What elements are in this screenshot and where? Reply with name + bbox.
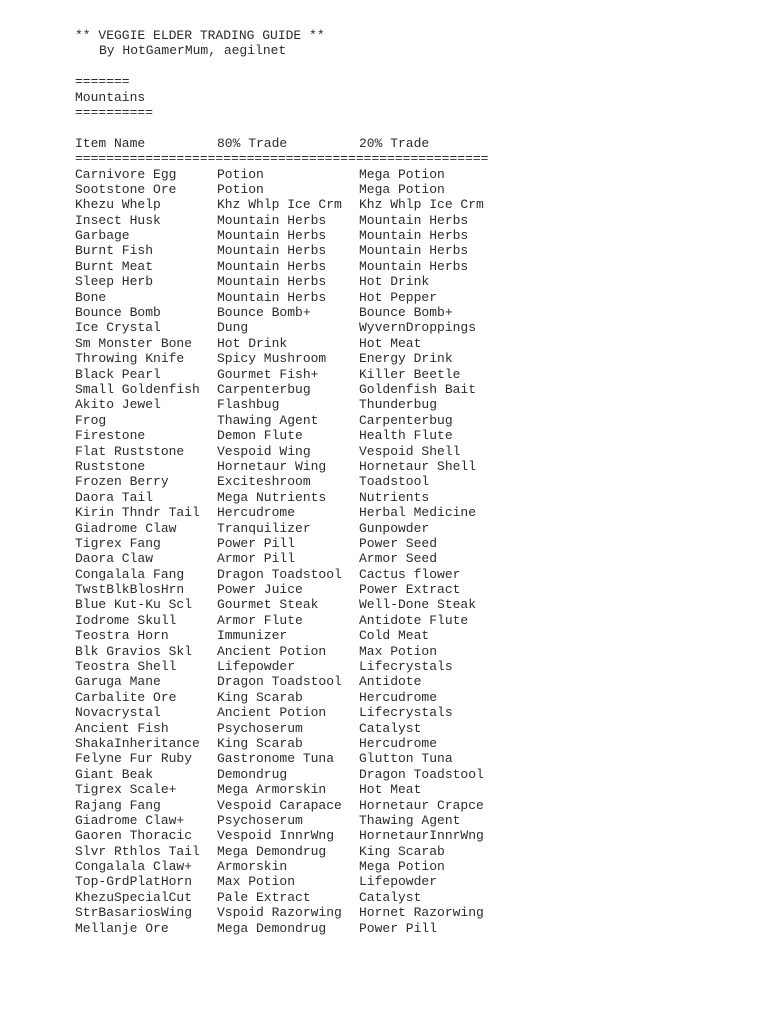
trade-20-cell: Hot Meat	[359, 782, 422, 798]
table-row	[75, 567, 499, 582]
table-row	[75, 367, 499, 382]
item-name-cell: Sootstone Ore	[75, 181, 177, 197]
table-row	[75, 336, 499, 351]
trade-80-cell: Armor Pill	[217, 551, 296, 567]
trade-20-cell: Gunpowder	[359, 520, 430, 536]
trade-80-cell: Potion	[217, 181, 264, 197]
trade-20-cell: HornetaurInnrWng	[359, 828, 484, 844]
trade-20-cell: Thunderbug	[359, 397, 438, 413]
table-row	[75, 844, 499, 859]
item-name-cell: Giadrome Claw+	[75, 812, 185, 828]
trade-20-cell: Mountain Herbs	[359, 228, 469, 244]
item-name-cell: Top-GrdPlatHorn	[75, 874, 193, 890]
table-row	[75, 859, 499, 874]
trade-80-cell: Spicy Mushroom	[217, 351, 327, 367]
item-name-cell: Kirin Thndr Tail	[75, 505, 200, 521]
table-row	[75, 490, 499, 505]
item-name-cell: Frog	[75, 412, 107, 428]
trade-80-cell: Ancient Potion	[217, 705, 327, 721]
table-row	[75, 197, 499, 212]
trade-20-cell: Energy Drink	[359, 351, 453, 367]
trade-80-cell: Demondrug	[217, 766, 288, 782]
item-name-cell: Firestone	[75, 428, 146, 444]
section-rule-top: =======	[75, 74, 130, 90]
item-name-cell: Ancient Fish	[75, 720, 169, 736]
trade-80-cell: Mountain Herbs	[217, 274, 327, 290]
trade-80-cell: Psychoserum	[217, 812, 303, 828]
trade-20-cell: Catalyst	[359, 720, 422, 736]
item-name-cell: Throwing Knife	[75, 351, 185, 367]
trade-20-cell: Mega Potion	[359, 859, 445, 875]
table-row	[75, 274, 499, 289]
trade-80-cell: Gastronome Tuna	[217, 751, 335, 767]
table-row	[75, 597, 499, 612]
trade-80-cell: Exciteshroom	[217, 474, 311, 490]
trade-20-cell: Toadstool	[359, 474, 430, 490]
trade-80-cell: Mountain Herbs	[217, 228, 327, 244]
trade-80-cell: Pale Extract	[217, 889, 311, 905]
trade-80-cell: Mountain Herbs	[217, 289, 327, 305]
item-name-cell: Garuga Mane	[75, 674, 161, 690]
table-row	[75, 228, 499, 243]
table-row	[75, 505, 499, 520]
table-row	[75, 382, 499, 397]
trade-20-cell: Goldenfish Bait	[359, 381, 477, 397]
trade-80-cell: Mountain Herbs	[217, 258, 327, 274]
table-row	[75, 828, 499, 843]
trade-80-cell: Hercudrome	[217, 505, 296, 521]
trade-80-cell: Mega Demondrug	[217, 843, 327, 859]
item-name-cell: Flat Ruststone	[75, 443, 185, 459]
trade-80-cell: Mega Nutrients	[217, 489, 327, 505]
spacer	[75, 120, 499, 135]
item-name-cell: ShakaInheritance	[75, 735, 200, 751]
item-name-cell: Slvr Rthlos Tail	[75, 843, 200, 859]
trade-20-cell: Cactus flower	[359, 566, 461, 582]
trade-80-cell: Mega Armorskin	[217, 782, 327, 798]
item-name-cell: Iodrome Skull	[75, 612, 177, 628]
trade-80-cell: Lifepowder	[217, 659, 296, 675]
item-name-cell: Felyne Fur Ruby	[75, 751, 193, 767]
trade-80-cell: Carpenterbug	[217, 381, 311, 397]
item-name-cell: Frozen Berry	[75, 474, 169, 490]
item-name-cell: Blk Gravios Skl	[75, 643, 193, 659]
item-name-cell: Burnt Fish	[75, 243, 154, 259]
item-name-cell: KhezuSpecialCut	[75, 889, 193, 905]
item-name-cell: Rajang Fang	[75, 797, 161, 813]
trade-80-cell: Power Pill	[217, 535, 296, 551]
trade-80-cell: Immunizer	[217, 628, 288, 644]
table-row	[75, 290, 499, 305]
table-row	[75, 213, 499, 228]
table-body	[75, 167, 499, 937]
spacer	[75, 59, 499, 74]
trade-20-cell: Glutton Tuna	[359, 751, 453, 767]
table-row	[75, 705, 499, 720]
trade-20-cell: Max Potion	[359, 643, 438, 659]
item-name-cell: Khezu Whelp	[75, 197, 161, 213]
trade-80-cell: Psychoserum	[217, 720, 303, 736]
trade-20-cell: Herbal Medicine	[359, 505, 477, 521]
item-name-cell: Tigrex Scale+	[75, 782, 177, 798]
table-row	[75, 259, 499, 274]
table-row	[75, 320, 499, 335]
trade-80-cell: Vespoid Wing	[217, 443, 311, 459]
column-header-80-trade: 80% Trade	[217, 135, 288, 151]
table-row	[75, 582, 499, 597]
trade-80-cell: Thawing Agent	[217, 412, 319, 428]
item-name-cell: Ruststone	[75, 458, 146, 474]
item-name-cell: Sm Monster Bone	[75, 335, 193, 351]
table-row	[75, 905, 499, 920]
item-name-cell: Carnivore Egg	[75, 166, 177, 182]
table-row	[75, 659, 499, 674]
table-row	[75, 782, 499, 797]
guide-document	[75, 28, 499, 936]
trade-20-cell: Power Seed	[359, 535, 438, 551]
trade-20-cell: Cold Meat	[359, 628, 430, 644]
trade-20-cell: Dragon Toadstool	[359, 766, 484, 782]
table-row	[75, 444, 499, 459]
trade-20-cell: Khz Whlp Ice Crm	[359, 197, 484, 213]
trade-20-cell: Mountain Herbs	[359, 212, 469, 228]
trade-20-cell: Mountain Herbs	[359, 243, 469, 259]
table-row	[75, 305, 499, 320]
trade-20-cell: Hornetaur Crapce	[359, 797, 484, 813]
trade-20-cell: Vespoid Shell	[359, 443, 461, 459]
trade-20-cell: Antidote Flute	[359, 612, 469, 628]
item-name-cell: Burnt Meat	[75, 258, 154, 274]
item-name-cell: Garbage	[75, 228, 130, 244]
trade-20-cell: Hot Meat	[359, 335, 422, 351]
item-name-cell: Giant Beak	[75, 766, 154, 782]
table-row	[75, 243, 499, 258]
trade-80-cell: Flashbug	[217, 397, 280, 413]
item-name-cell: Giadrome Claw	[75, 520, 177, 536]
table-row	[75, 351, 499, 366]
trade-20-cell: Nutrients	[359, 489, 430, 505]
trade-80-cell: Vespoid InnrWng	[217, 828, 335, 844]
trade-20-cell: Power Extract	[359, 582, 461, 598]
trade-80-cell: Mountain Herbs	[217, 243, 327, 259]
table-row	[75, 521, 499, 536]
trade-80-cell: Hornetaur Wing	[217, 458, 327, 474]
trade-20-cell: Hornetaur Shell	[359, 458, 477, 474]
trade-20-cell: Antidote	[359, 674, 422, 690]
guide-byline: By HotGamerMum, aegilnet	[99, 43, 287, 59]
trade-80-cell: Vspoid Razorwing	[217, 905, 342, 921]
item-name-cell: Teostra Horn	[75, 628, 169, 644]
table-header-row	[75, 136, 499, 151]
item-name-cell: Small Goldenfish	[75, 381, 200, 397]
trade-20-cell: Hot Pepper	[359, 289, 438, 305]
trade-20-cell: Killer Beetle	[359, 366, 461, 382]
trade-80-cell: King Scarab	[217, 689, 303, 705]
trade-20-cell: Health Flute	[359, 428, 453, 444]
trade-20-cell: Carpenterbug	[359, 412, 453, 428]
trade-20-cell: Mega Potion	[359, 181, 445, 197]
section-rule-bottom: ==========	[75, 104, 154, 120]
item-name-cell: Daora Tail	[75, 489, 154, 505]
table-header-rule: =====================================================	[75, 151, 489, 167]
trade-80-cell: Potion	[217, 166, 264, 182]
table-row	[75, 767, 499, 782]
table-row	[75, 551, 499, 566]
column-header-item-name: Item Name	[75, 135, 146, 151]
table-row	[75, 628, 499, 643]
table-row	[75, 459, 499, 474]
trade-20-cell: Hercudrome	[359, 689, 438, 705]
item-name-cell: Gaoren Thoracic	[75, 828, 193, 844]
trade-80-cell: Mega Demondrug	[217, 920, 327, 936]
trade-80-cell: Dung	[217, 320, 249, 336]
trade-80-cell: Max Potion	[217, 874, 296, 890]
item-name-cell: Teostra Shell	[75, 659, 177, 675]
trade-80-cell: Vespoid Carapace	[217, 797, 342, 813]
trade-80-cell: King Scarab	[217, 735, 303, 751]
table-row	[75, 397, 499, 412]
table-row	[75, 644, 499, 659]
table-row	[75, 751, 499, 766]
column-header-20-trade: 20% Trade	[359, 135, 430, 151]
trade-20-cell: Hercudrome	[359, 735, 438, 751]
trade-20-cell: Hot Drink	[359, 274, 430, 290]
trade-80-cell: Armorskin	[217, 859, 288, 875]
trade-80-cell: Armor Flute	[217, 612, 303, 628]
item-name-cell: Tigrex Fang	[75, 535, 161, 551]
trade-80-cell: Power Juice	[217, 582, 303, 598]
item-name-cell: Mellanje Ore	[75, 920, 169, 936]
trade-20-cell: Well-Done Steak	[359, 597, 477, 613]
item-name-cell: TwstBlkBlosHrn	[75, 582, 185, 598]
trade-20-cell: Mountain Herbs	[359, 258, 469, 274]
trade-20-cell: Hornet Razorwing	[359, 905, 484, 921]
item-name-cell: Daora Claw	[75, 551, 154, 567]
item-name-cell: Ice Crystal	[75, 320, 161, 336]
item-name-cell: Carbalite Ore	[75, 689, 177, 705]
table-row	[75, 167, 499, 182]
item-name-cell: Novacrystal	[75, 705, 161, 721]
item-name-cell: Akito Jewel	[75, 397, 161, 413]
item-name-cell: Bone	[75, 289, 107, 305]
item-name-cell: Black Pearl	[75, 366, 161, 382]
trade-20-cell: Bounce Bomb+	[359, 305, 453, 321]
table-row	[75, 813, 499, 828]
guide-title: ** VEGGIE ELDER TRADING GUIDE **	[75, 28, 325, 43]
trade-20-cell: Power Pill	[359, 920, 438, 936]
trade-20-cell: Lifepowder	[359, 874, 438, 890]
trade-20-cell: Thawing Agent	[359, 812, 461, 828]
table-row	[75, 674, 499, 689]
trade-80-cell: Dragon Toadstool	[217, 566, 342, 582]
trade-20-cell: Lifecrystals	[359, 659, 453, 675]
trade-80-cell: Dragon Toadstool	[217, 674, 342, 690]
trade-20-cell: Lifecrystals	[359, 705, 453, 721]
table-row	[75, 798, 499, 813]
table-row	[75, 921, 499, 936]
trade-80-cell: Mountain Herbs	[217, 212, 327, 228]
item-name-cell: StrBasariosWing	[75, 905, 193, 921]
table-row	[75, 413, 499, 428]
trade-20-cell: Armor Seed	[359, 551, 438, 567]
trade-80-cell: Bounce Bomb+	[217, 305, 311, 321]
trade-80-cell: Demon Flute	[217, 428, 303, 444]
trade-20-cell: WyvernDroppings	[359, 320, 477, 336]
trade-80-cell: Tranquilizer	[217, 520, 311, 536]
table-row	[75, 721, 499, 736]
trade-80-cell: Gourmet Steak	[217, 597, 319, 613]
item-name-cell: Congalala Claw+	[75, 859, 193, 875]
section-heading: Mountains	[75, 89, 146, 105]
table-row	[75, 474, 499, 489]
trade-80-cell: Gourmet Fish+	[217, 366, 319, 382]
table-row	[75, 428, 499, 443]
item-name-cell: Bounce Bomb	[75, 305, 161, 321]
item-name-cell: Sleep Herb	[75, 274, 154, 290]
item-name-cell: Congalala Fang	[75, 566, 185, 582]
trade-20-cell: King Scarab	[359, 843, 445, 859]
item-name-cell: Insect Husk	[75, 212, 161, 228]
trade-80-cell: Ancient Potion	[217, 643, 327, 659]
trade-80-cell: Hot Drink	[217, 335, 288, 351]
item-name-cell: Blue Kut-Ku Scl	[75, 597, 193, 613]
table-row	[75, 690, 499, 705]
table-row	[75, 874, 499, 889]
trade-20-cell: Mega Potion	[359, 166, 445, 182]
table-row	[75, 613, 499, 628]
table-row	[75, 536, 499, 551]
trade-80-cell: Khz Whlp Ice Crm	[217, 197, 342, 213]
table-row	[75, 182, 499, 197]
table-row	[75, 890, 499, 905]
table-row	[75, 736, 499, 751]
trade-20-cell: Catalyst	[359, 889, 422, 905]
